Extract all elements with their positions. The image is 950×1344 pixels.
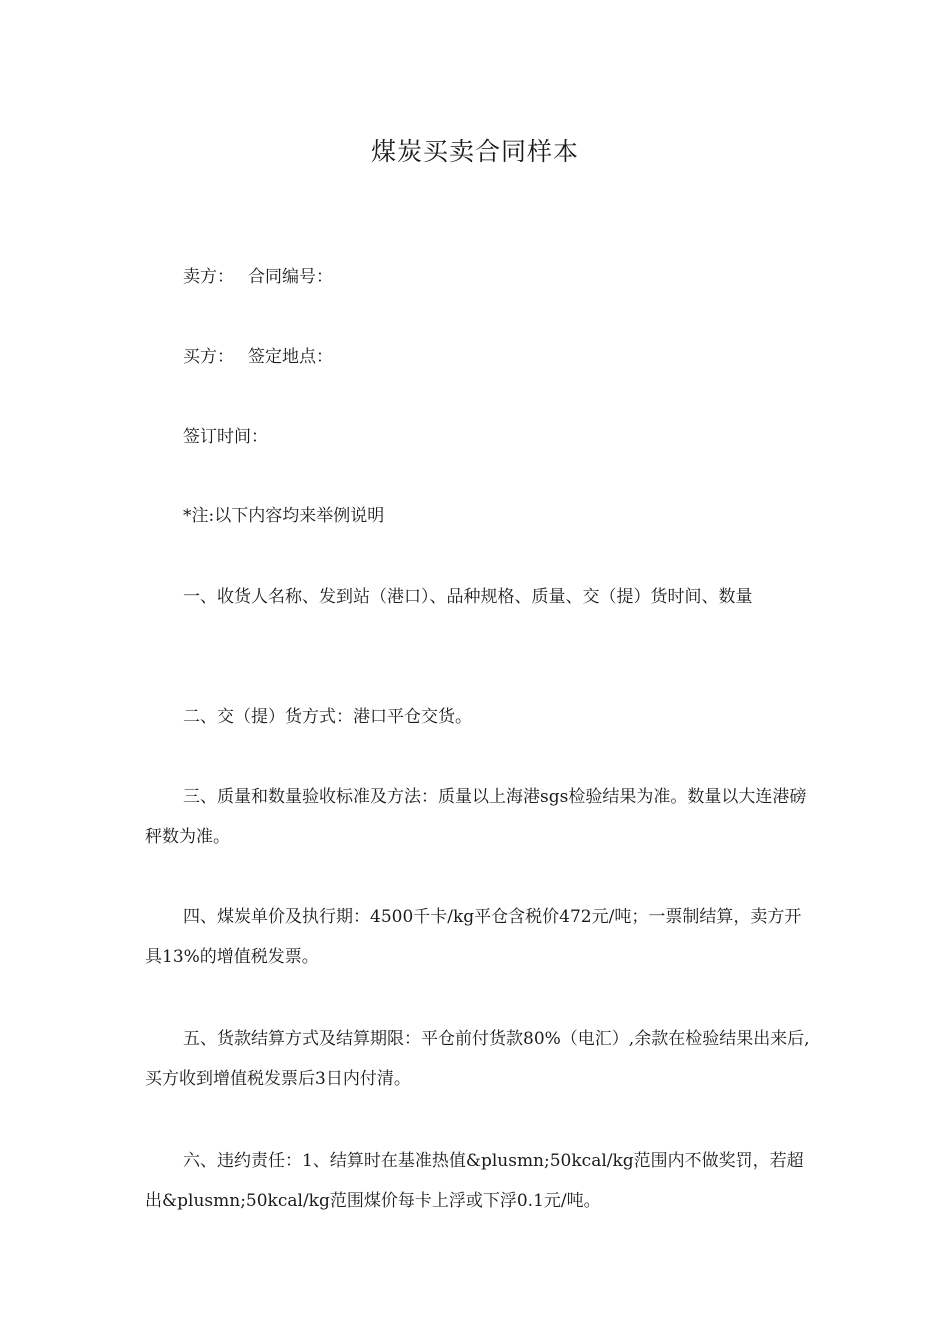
sign-time-label: 签订时间： xyxy=(183,427,268,447)
seller-label: 卖方： xyxy=(183,267,234,287)
buyer-label: 买方： xyxy=(183,347,234,367)
note-line: *注:以下内容均来举例说明 xyxy=(183,506,385,526)
clause-4: 四、煤炭单价及执行期：4500千卡/kg平仓含税价472元/吨；一票制结算，卖方开具13%的增值税发票。 xyxy=(145,907,802,967)
clause-2: 二、交（提）货方式：港口平仓交货。 xyxy=(183,707,472,727)
seller-line xyxy=(145,257,810,297)
buyer-line xyxy=(145,337,810,377)
sign-time-line xyxy=(145,417,810,457)
document-title: 煤炭买卖合同样本 xyxy=(370,137,579,166)
clause-1: 一、收货人名称、发到站（港口）、品种规格、质量、交（提）货时间、数量 xyxy=(183,587,753,607)
clause-6: 六、违约责任：1、结算时在基准热值&plusmn;50kcal/kg范围内不做奖罚，若超出&plusmn;50kcal/kg范围煤价每卡上浮或下浮0.1元/吨。 xyxy=(145,1151,804,1211)
sign-place-label: 签定地点： xyxy=(248,347,333,367)
contract-number-label: 合同编号： xyxy=(248,267,333,287)
clause-3: 三、质量和数量验收标准及方法：质量以上海港sgs检验结果为准。数量以大连港磅秤数为准。 xyxy=(145,787,807,847)
clause-5: 五、货款结算方式及结算期限：平仓前付货款80%（电汇）,余款在检验结果出来后,买方收到增值税发票后3日内付清。 xyxy=(145,1029,810,1089)
